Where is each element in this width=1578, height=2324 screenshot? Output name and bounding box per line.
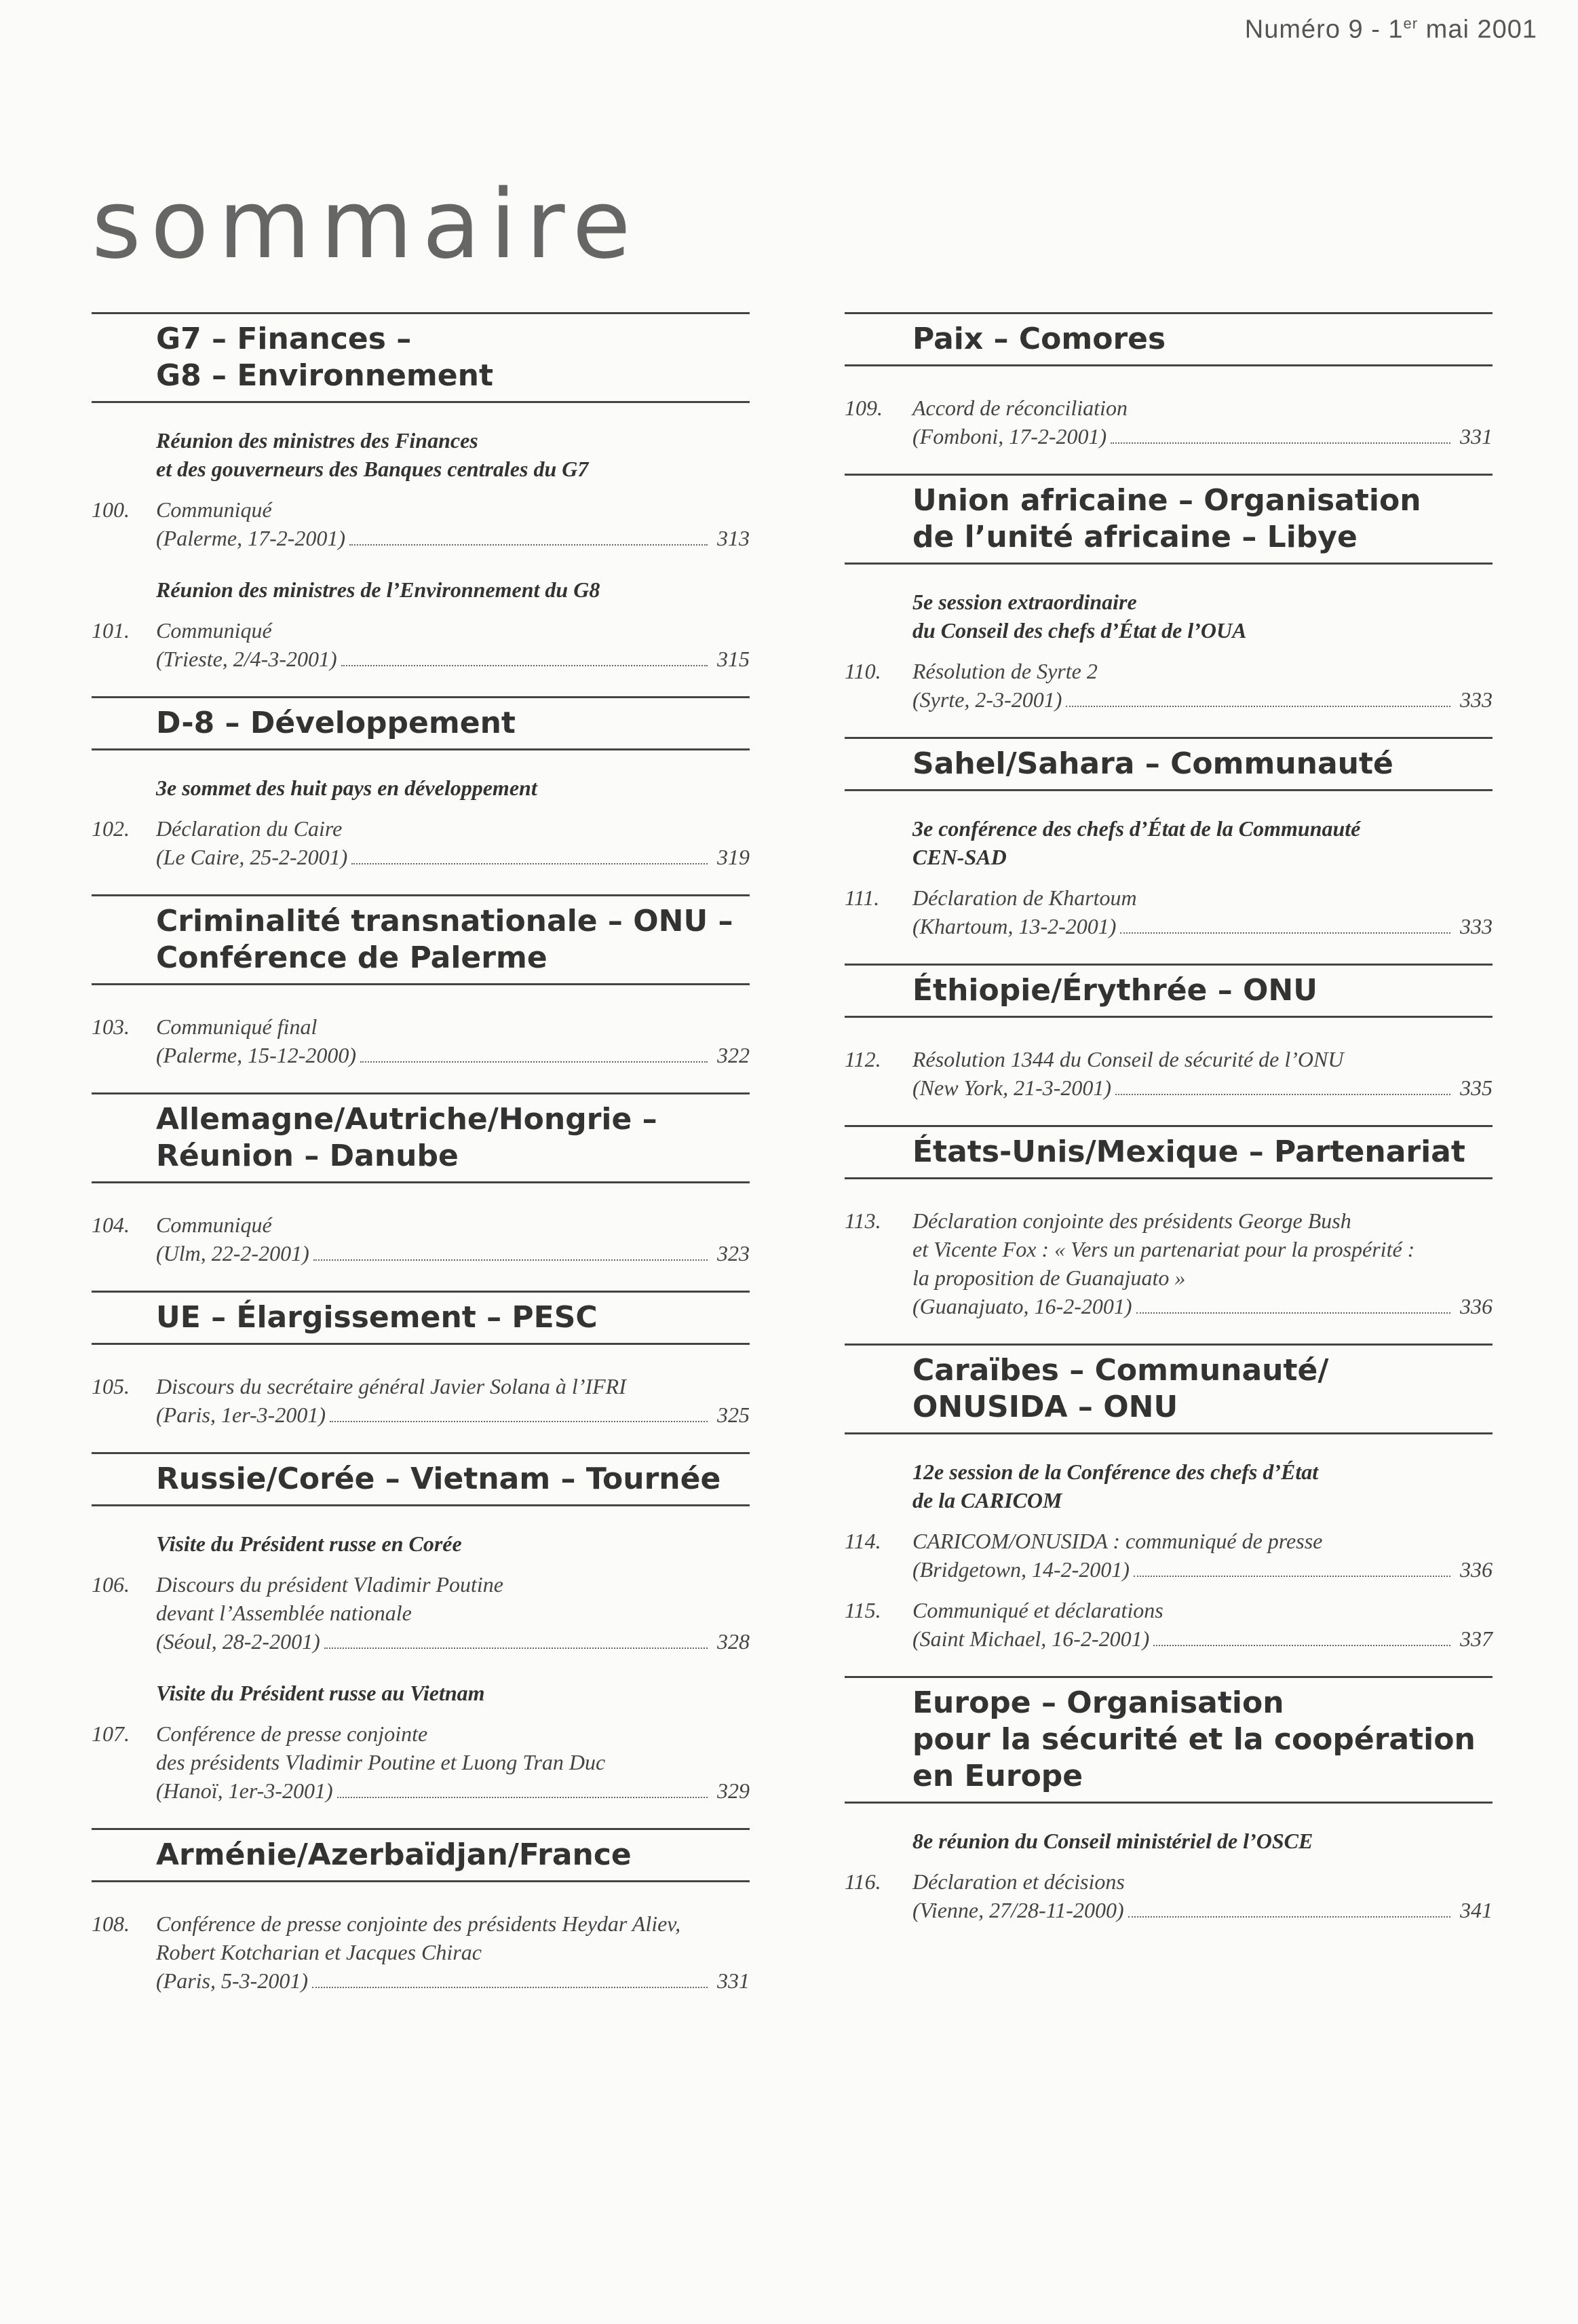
- toc-entry[interactable]: [845, 1206, 1493, 1320]
- toc-entry[interactable]: [92, 1570, 750, 1656]
- entry-number: 109.: [845, 396, 883, 420]
- toc-section: [92, 1291, 750, 1429]
- entry-last-line: [156, 1966, 750, 1995]
- entry-text: (Séoul, 28-2-2001): [156, 1629, 320, 1654]
- section-title-line: Arménie/Azerbaïdjan/France: [156, 1837, 632, 1872]
- entry-text: (Palerme, 15-12-2000): [156, 1043, 357, 1067]
- entry-last-line: [156, 1239, 750, 1268]
- entry-last-line: [156, 843, 750, 871]
- toc-section: [845, 1125, 1493, 1320]
- entry-text: (Saint Michael, 16-2-2001): [912, 1626, 1150, 1651]
- subhead-line: 5e session extraordinaire: [912, 590, 1137, 614]
- issue-date: mai 2001: [1425, 15, 1537, 44]
- entry-body: [912, 1206, 1493, 1320]
- dot-leader: [324, 1647, 708, 1649]
- page-number: 331: [717, 1968, 750, 1993]
- toc-entry[interactable]: [845, 1045, 1493, 1102]
- subhead-line: Réunion des ministres de l’Environnement du G8: [156, 577, 600, 602]
- section-title-line: pour la sécurité et la coopération: [912, 1722, 1476, 1757]
- entry-body: [156, 1719, 750, 1805]
- subhead-line: de la CARICOM: [912, 1488, 1062, 1512]
- entry-text: Discours du président Vladimir Poutine: [156, 1572, 503, 1597]
- page-number: 313: [717, 526, 750, 550]
- dot-leader: [341, 665, 708, 666]
- entry-number: 113.: [845, 1208, 881, 1233]
- entry-body: [156, 1012, 750, 1069]
- entry-last-line: [912, 685, 1493, 714]
- entry-text: (Palerme, 17-2-2001): [156, 526, 346, 550]
- entry-text: Accord de réconciliation: [912, 396, 1128, 420]
- section-title-line: Paix – Comores: [912, 322, 1166, 356]
- section-header: [92, 696, 750, 750]
- subhead-line: 3e sommet des huit pays en développement: [156, 776, 537, 800]
- section-title-line: en Europe: [912, 1759, 1083, 1793]
- dot-leader: [1066, 706, 1450, 707]
- page-number: 336: [1460, 1294, 1493, 1318]
- dot-leader: [1120, 932, 1450, 934]
- entry-number: 100.: [92, 497, 130, 522]
- subhead-line: 12e session de la Conférence des chefs d’État: [912, 1460, 1319, 1484]
- entry-last-line: [156, 1041, 750, 1069]
- entry-last-line: [912, 912, 1493, 940]
- toc-entry[interactable]: [845, 1527, 1493, 1584]
- toc-section: [92, 1452, 750, 1805]
- meeting-subhead: [912, 588, 1493, 645]
- entry-text: la proposition de Guanajuato »: [912, 1265, 1186, 1290]
- toc-section: [845, 474, 1493, 714]
- section-header: [92, 1828, 750, 1882]
- entry-text: Conférence de presse conjointe des présidents Heydar Aliev,: [156, 1911, 681, 1936]
- entry-text: (Trieste, 2/4-3-2001): [156, 647, 337, 671]
- dot-leader: [1111, 442, 1450, 444]
- entry-number: 101.: [92, 618, 130, 643]
- entry-text: Communiqué: [156, 618, 272, 643]
- subhead-line: et des gouverneurs des Banques centrales du G7: [156, 457, 589, 481]
- page-number: 315: [717, 647, 750, 671]
- page-number: 333: [1460, 914, 1493, 938]
- toc-section: [845, 737, 1493, 940]
- entry-last-line: [912, 1073, 1493, 1102]
- section-title-line: Réunion – Danube: [156, 1139, 459, 1173]
- subhead-line: 8e réunion du Conseil ministériel de l’OSCE: [912, 1829, 1313, 1853]
- section-header: [845, 1344, 1493, 1434]
- entry-text: des présidents Vladimir Poutine et Luong Tran Duc: [156, 1750, 606, 1774]
- meeting-subhead: [156, 575, 750, 604]
- entry-number: 116.: [845, 1869, 881, 1894]
- dot-leader: [1128, 1916, 1450, 1918]
- entry-body: [912, 1045, 1493, 1102]
- section-header: [845, 737, 1493, 791]
- page-number: 331: [1460, 424, 1493, 449]
- section-header: [92, 894, 750, 985]
- toc-entry[interactable]: [845, 883, 1493, 940]
- entry-body: [156, 495, 750, 552]
- entry-body: [912, 883, 1493, 940]
- meeting-subhead: [156, 1529, 750, 1558]
- entry-last-line: [912, 422, 1493, 451]
- toc-entry[interactable]: [92, 1719, 750, 1805]
- section-header: [92, 1092, 750, 1183]
- entry-number: 105.: [92, 1374, 130, 1398]
- entry-text: Déclaration du Caire: [156, 816, 343, 841]
- entry-number: 108.: [92, 1911, 130, 1936]
- section-title-line: Sahel/Sahara – Communauté: [912, 746, 1393, 781]
- entry-text: Déclaration de Khartoum: [912, 885, 1137, 910]
- issue-number: Numéro 9 - 1: [1244, 15, 1404, 44]
- section-header: [92, 312, 750, 403]
- subhead-line: 3e conférence des chefs d’État de la Communauté: [912, 816, 1361, 841]
- subhead-line: Visite du Président russe au Vietnam: [156, 1681, 485, 1705]
- entry-text: (Hanoï, 1er-3-2001): [156, 1778, 333, 1803]
- entry-number: 104.: [92, 1213, 130, 1237]
- entry-text: (Paris, 1er-3-2001): [156, 1403, 326, 1427]
- toc-section: [92, 1092, 750, 1268]
- section-title-line: Criminalité transnationale – ONU –: [156, 904, 733, 938]
- entry-last-line: [156, 1627, 750, 1656]
- entry-body: [156, 616, 750, 673]
- dot-leader: [1115, 1094, 1450, 1095]
- toc-entry[interactable]: [845, 394, 1493, 451]
- entry-text: (Paris, 5-3-2001): [156, 1968, 308, 1993]
- subhead-line: CEN-SAD: [912, 845, 1007, 869]
- entry-number: 115.: [845, 1598, 881, 1622]
- entry-body: [156, 1211, 750, 1268]
- section-header: [845, 1676, 1493, 1804]
- entry-last-line: [912, 1624, 1493, 1653]
- entry-text: (Bridgetown, 14-2-2001): [912, 1557, 1130, 1582]
- entry-text: Communiqué: [156, 1213, 272, 1237]
- meeting-subhead: [156, 774, 750, 802]
- toc-section: [845, 1344, 1493, 1653]
- entry-text: Déclaration conjointe des présidents George Bush: [912, 1208, 1351, 1233]
- toc-entry[interactable]: [845, 1867, 1493, 1924]
- section-header: [845, 964, 1493, 1018]
- section-header: [845, 1125, 1493, 1179]
- entry-text: (Vienne, 27/28-11-2000): [912, 1898, 1124, 1922]
- entry-number: 110.: [845, 659, 881, 683]
- dot-leader: [313, 1259, 708, 1261]
- dot-leader: [360, 1061, 708, 1063]
- entry-text: (Le Caire, 25-2-2001): [156, 845, 348, 869]
- entry-text: CARICOM/ONUSIDA : communiqué de presse: [912, 1529, 1323, 1553]
- page-number: 341: [1460, 1898, 1493, 1922]
- entry-last-line: [912, 1555, 1493, 1584]
- section-title-line: ONUSIDA – ONU: [912, 1390, 1178, 1424]
- subhead-line: Réunion des ministres des Finances: [156, 428, 478, 453]
- entry-text: Déclaration et décisions: [912, 1869, 1125, 1894]
- section-title-line: D-8 – Développement: [156, 706, 516, 740]
- subhead-line: du Conseil des chefs d’État de l’OUA: [912, 618, 1247, 643]
- meeting-subhead: [912, 1458, 1493, 1515]
- page-header: [1245, 15, 1537, 45]
- entry-body: [156, 1909, 750, 1995]
- section-title-line: UE – Élargissement – PESC: [156, 1300, 598, 1335]
- dot-leader: [351, 863, 708, 864]
- toc-entry[interactable]: [92, 616, 750, 673]
- entry-last-line: [912, 1292, 1493, 1320]
- section-title-line: G7 – Finances –: [156, 322, 412, 356]
- entry-number: 112.: [845, 1047, 881, 1071]
- left-column: [92, 312, 750, 2018]
- entry-last-line: [156, 524, 750, 552]
- entry-text: (Khartoum, 13-2-2001): [912, 914, 1117, 938]
- toc-entry[interactable]: [92, 1372, 750, 1429]
- meeting-subhead: [912, 1827, 1493, 1855]
- section-header: [845, 312, 1493, 366]
- dot-leader: [1153, 1645, 1450, 1646]
- meeting-subhead: [912, 814, 1493, 871]
- section-header: [92, 1452, 750, 1506]
- entry-number: 103.: [92, 1014, 130, 1039]
- meeting-subhead: [156, 1679, 750, 1707]
- page-number: 323: [717, 1241, 750, 1265]
- entry-text: (Ulm, 22-2-2001): [156, 1241, 309, 1265]
- entry-text: Communiqué et déclarations: [912, 1598, 1163, 1622]
- entry-text: (New York, 21-3-2001): [912, 1075, 1112, 1100]
- entry-body: [912, 657, 1493, 714]
- toc-section: [92, 1828, 750, 1995]
- entry-text: Résolution de Syrte 2: [912, 659, 1098, 683]
- entry-body: [156, 1372, 750, 1429]
- entry-text: Discours du secrétaire général Javier Solana à l’IFRI: [156, 1374, 626, 1398]
- entry-text: Communiqué: [156, 497, 272, 522]
- page-number: 336: [1460, 1557, 1493, 1582]
- entry-text: Conférence de presse conjointe: [156, 1721, 428, 1746]
- meeting-subhead: [156, 426, 750, 483]
- entry-text: (Fomboni, 17-2-2001): [912, 424, 1107, 449]
- entry-body: [912, 1527, 1493, 1584]
- toc-section: [845, 1676, 1493, 1924]
- section-title-line: Russie/Corée – Vietnam – Tournée: [156, 1462, 721, 1496]
- entry-number: 107.: [92, 1721, 130, 1746]
- toc-section: [92, 696, 750, 871]
- entry-body: [156, 814, 750, 871]
- right-column: [845, 312, 1493, 1947]
- toc-entry[interactable]: [845, 1596, 1493, 1653]
- entry-number: 102.: [92, 816, 130, 841]
- entry-text: Résolution 1344 du Conseil de sécurité de l’ONU: [912, 1047, 1344, 1071]
- entry-body: [912, 394, 1493, 451]
- entry-body: [912, 1867, 1493, 1924]
- page-number: 337: [1460, 1626, 1493, 1651]
- toc-entry[interactable]: [92, 1909, 750, 1995]
- entry-text: (Syrte, 2-3-2001): [912, 687, 1062, 712]
- entry-last-line: [156, 1776, 750, 1805]
- toc-entry[interactable]: [92, 814, 750, 871]
- section-title-line: Europe – Organisation: [912, 1685, 1284, 1720]
- section-title-line: États-Unis/Mexique – Partenariat: [912, 1135, 1465, 1169]
- toc-entry[interactable]: [92, 1012, 750, 1069]
- entry-body: [156, 1570, 750, 1656]
- entry-last-line: [156, 1401, 750, 1429]
- entry-last-line: [156, 645, 750, 673]
- page-number: 319: [717, 845, 750, 869]
- entry-body: [912, 1596, 1493, 1653]
- toc-entry[interactable]: [92, 1211, 750, 1268]
- toc-section: [845, 964, 1493, 1102]
- dot-leader: [1136, 1312, 1450, 1314]
- page-title: sommaire: [92, 170, 640, 280]
- section-title-line: de l’unité africaine – Libye: [912, 520, 1358, 554]
- toc-section: [845, 312, 1493, 451]
- section-header: [92, 1291, 750, 1345]
- subhead-line: Visite du Président russe en Corée: [156, 1531, 462, 1556]
- entry-text: (Guanajuato, 16-2-2001): [912, 1294, 1132, 1318]
- entry-text: et Vicente Fox : « Vers un partenariat pour la prospérité :: [912, 1237, 1415, 1261]
- entry-number: 114.: [845, 1529, 881, 1553]
- dot-leader: [312, 1987, 708, 1988]
- entry-text: Robert Kotcharian et Jacques Chirac: [156, 1940, 482, 1964]
- toc-entry[interactable]: [845, 657, 1493, 714]
- dot-leader: [330, 1421, 708, 1422]
- section-title-line: G8 – Environnement: [156, 358, 493, 393]
- entry-text: Communiqué final: [156, 1014, 317, 1039]
- toc-section: [92, 894, 750, 1069]
- issue-sup: er: [1403, 15, 1419, 32]
- section-header: [845, 474, 1493, 565]
- page-number: 333: [1460, 687, 1493, 712]
- toc-section: [92, 312, 750, 673]
- section-title-line: Conférence de Palerme: [156, 940, 547, 975]
- page-number: 325: [717, 1403, 750, 1427]
- entry-number: 111.: [845, 885, 880, 910]
- dot-leader: [337, 1797, 708, 1798]
- page-number: 335: [1460, 1075, 1493, 1100]
- section-title-line: Caraïbes – Communauté/: [912, 1353, 1329, 1388]
- entry-last-line: [912, 1896, 1493, 1924]
- entry-text: devant l’Assemblée nationale: [156, 1601, 412, 1625]
- section-title-line: Union africaine – Organisation: [912, 483, 1421, 518]
- dot-leader: [1134, 1576, 1450, 1577]
- toc-entry[interactable]: [92, 495, 750, 552]
- dot-leader: [349, 544, 708, 546]
- page-number: 329: [717, 1778, 750, 1803]
- page-number: 328: [717, 1629, 750, 1654]
- section-title-line: Éthiopie/Érythrée – ONU: [912, 973, 1317, 1008]
- section-title-line: Allemagne/Autriche/Hongrie –: [156, 1102, 657, 1137]
- page-number: 322: [717, 1043, 750, 1067]
- entry-number: 106.: [92, 1572, 130, 1597]
